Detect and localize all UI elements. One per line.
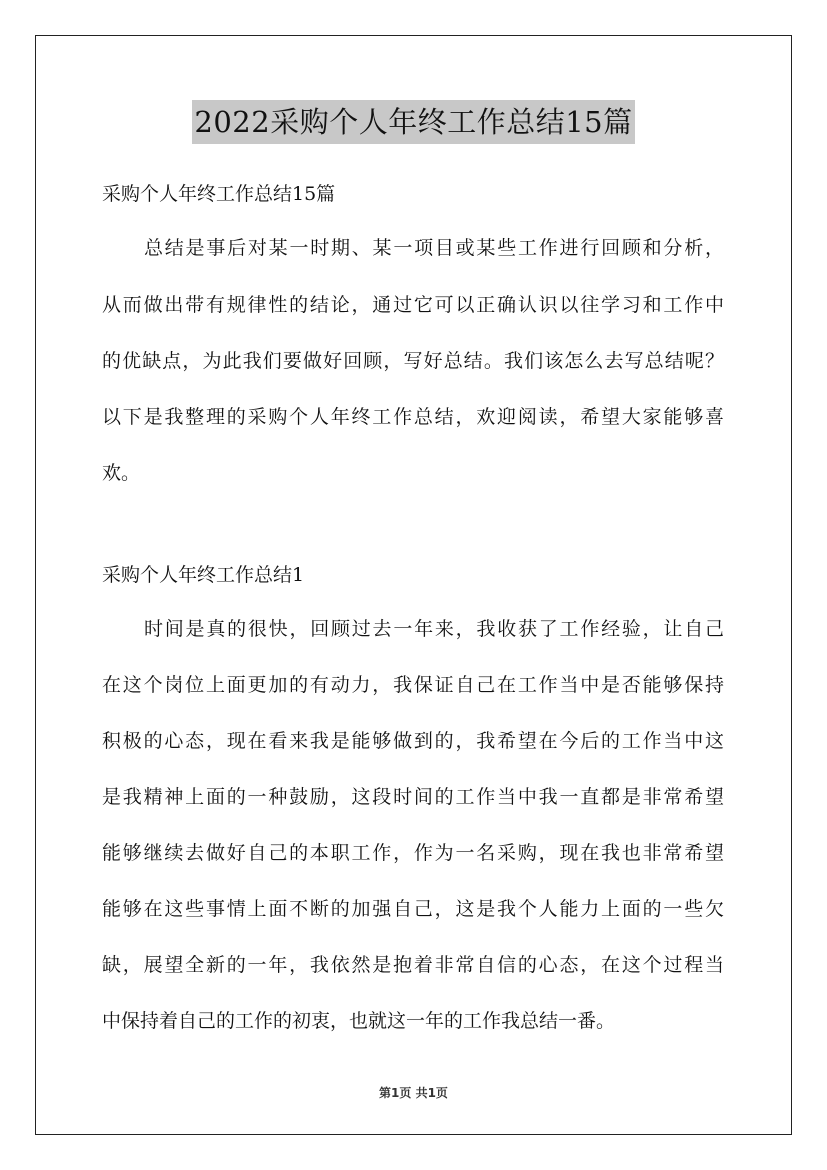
section-line-1: 时间是真的很快，回顾过去一年来，我收获了工作经验，让自己 <box>144 618 724 640</box>
section-line-3: 积极的心态，现在看来我是能够做到的，我希望在今后的工作当中这 <box>102 730 724 752</box>
section-line-5: 能够继续去做好自己的本职工作，作为一名采购，现在我也非常希望 <box>102 842 724 864</box>
document-subtitle: 采购个人年终工作总结15篇 <box>102 183 336 205</box>
section-heading: 采购个人年终工作总结1 <box>102 564 305 586</box>
section-line-2: 在这个岗位上面更加的有动力，我保证自己在工作当中是否能够保持 <box>102 674 724 696</box>
intro-line-3: 的优缺点，为此我们要做好回顾，写好总结。我们该怎么去写总结呢？ <box>102 350 724 372</box>
section-line-7: 缺，展望全新的一年，我依然是抱着非常自信的心态，在这个过程当 <box>102 954 724 976</box>
document-title: 2022采购个人年终工作总结15篇 <box>192 100 634 144</box>
intro-line-2: 从而做出带有规律性的结论，通过它可以正确认识以往学习和工作中 <box>102 294 724 316</box>
section-line-8: 中保持着自己的工作的初衷，也就这一年的工作我总结一番。 <box>102 1010 616 1032</box>
title-container <box>0 100 827 144</box>
intro-line-5: 欢。 <box>102 462 141 484</box>
page-footer: 第1页 共1页 <box>379 1086 448 1100</box>
intro-line-1: 总结是事后对某一时期、某一项目或某些工作进行回顾和分析， <box>144 237 724 259</box>
section-line-6: 能够在这些事情上面不断的加强自己，这是我个人能力上面的一些欠 <box>102 898 724 920</box>
intro-line-4: 以下是我整理的采购个人年终工作总结，欢迎阅读，希望大家能够喜 <box>102 406 724 428</box>
section-line-4: 是我精神上面的一种鼓励，这段时间的工作当中我一直都是非常希望 <box>102 786 724 808</box>
